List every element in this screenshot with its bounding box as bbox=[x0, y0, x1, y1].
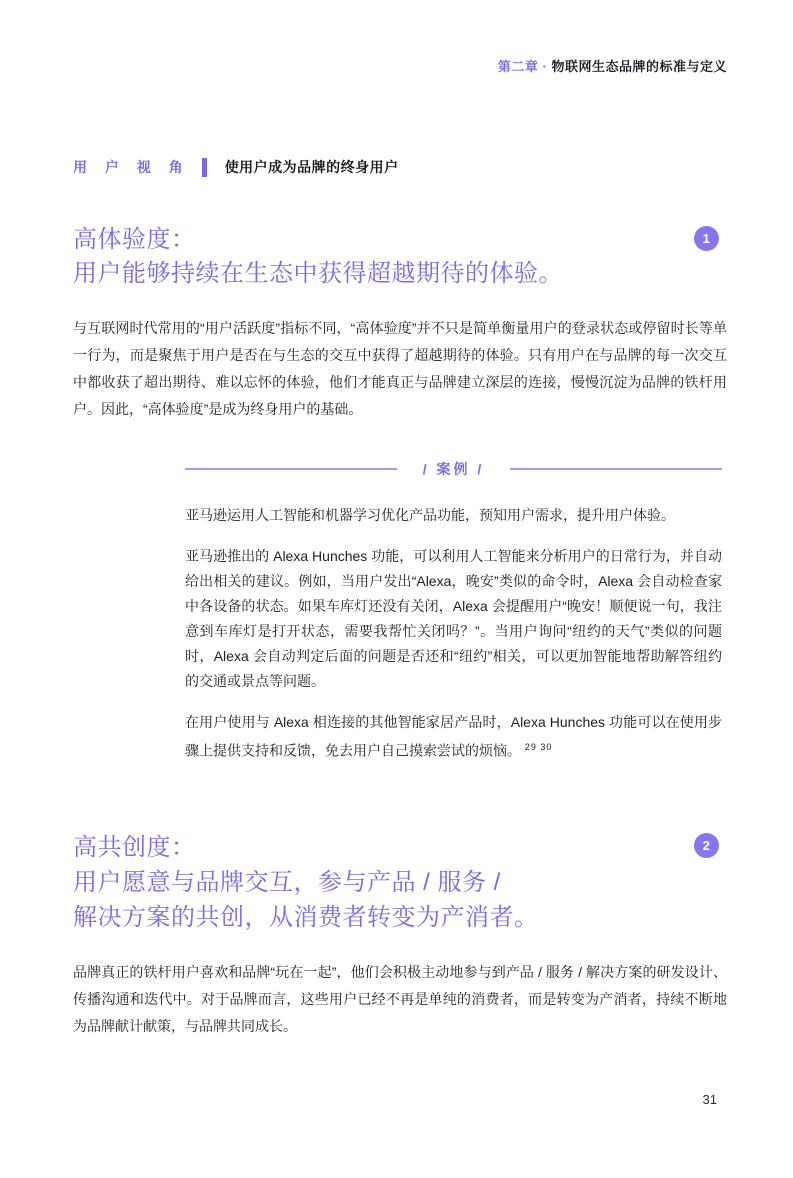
case-divider bbox=[185, 459, 722, 479]
case-paragraph-1: 亚马逊运用人工智能和机器学习优化产品功能，预知用户需求，提升用户体验。 bbox=[185, 507, 675, 523]
section-1-number-badge: 1 bbox=[694, 226, 719, 251]
running-header bbox=[73, 56, 727, 75]
vertical-bar-divider bbox=[202, 158, 207, 177]
case-study-block bbox=[185, 459, 722, 764]
document-page bbox=[0, 56, 793, 1040]
chapter-title: 物联网生态品牌的标准与定义 bbox=[551, 59, 727, 74]
section-2-heading bbox=[73, 830, 727, 935]
divider-line-left bbox=[185, 468, 397, 470]
footnote-references: 29 30 bbox=[524, 742, 553, 752]
section-1-heading bbox=[73, 223, 727, 291]
section-2-number-badge: 2 bbox=[694, 833, 719, 858]
section-1-body-paragraph: 与互联网时代常用的“用户活跃度”指标不同，“高体验度”并不只是简单衡量用户的登录状态或停留时长等单一行为，而是聚焦于用户是否在与生态的交互中获得了超越期待的体验。只有用户在与品牌的每一次交互中都收获了超出期待、难以忘怀的体验，他们才能真正与品牌建立深层的连接，慢慢沉淀为品牌的铁杆用户。因此，“高体验度”是成为终身用户的基础。 bbox=[73, 320, 727, 417]
case-divider-label: / 案例 / bbox=[422, 461, 485, 477]
divider-line-right bbox=[510, 468, 722, 470]
section-label bbox=[73, 157, 727, 177]
section-2-heading-line-1: 高共创度： bbox=[73, 833, 196, 861]
section-1-heading-line-1: 高体验度： bbox=[73, 226, 196, 253]
case-paragraph-2: 亚马逊推出的 Alexa Hunches 功能，可以利用人工智能来分析用户的日常行为，并自动给出相关的建议。例如，当用户发出“Alexa，晚安”类似的命令时，Alexa 会自动检查家中各设备的状态。如果车库灯还没有关闭，Alexa 会提醒用户“晚安！顺便说一句，我注意到车库灯是打开状态，需要我帮忙关闭吗？”。当用户询问“纽约的天气”类似的问题时，Alexa 会自动判定后面的问题是否还和“纽约”相关，可以更加智能地帮助解答纽约的交通或景点等问题。 bbox=[185, 548, 722, 689]
section-2-heading-line-3: 解决方案的共创，从消费者转变为产消者。 bbox=[73, 903, 539, 931]
section-2-heading-line-2: 用户愿意与品牌交互，参与产品 / 服务 / bbox=[73, 868, 501, 896]
chapter-separator: · bbox=[538, 59, 552, 74]
section-eyebrow: 用 户 视 角 bbox=[73, 159, 190, 175]
section-1-heading-line-2: 用户能够持续在生态中获得超越期待的体验。 bbox=[73, 260, 563, 287]
case-paragraph-3 bbox=[185, 710, 722, 764]
section-2-body-paragraph: 品牌真正的铁杆用户喜欢和品牌“玩在一起”，他们会积极主动地参与到产品 / 服务 / 解决方案的研发设计、传播沟通和迭代中。对于品牌而言，这些用户已经不再是单纯的消费者，而是转变为产消者，持续不断地为品牌献计献策，与品牌共同成长。 bbox=[73, 963, 727, 1034]
case-paragraph-3-text: 在用户使用与 Alexa 相连接的其他智能家居产品时，Alexa Hunches 功能可以在使用步骤上提供支持和反馈，免去用户自己摸索尝试的烦恼。 bbox=[185, 714, 722, 759]
page-number: 31 bbox=[702, 1092, 717, 1107]
chapter-label: 第二章 bbox=[497, 59, 539, 74]
section-label-title: 使用户成为品牌的终身用户 bbox=[224, 159, 399, 175]
